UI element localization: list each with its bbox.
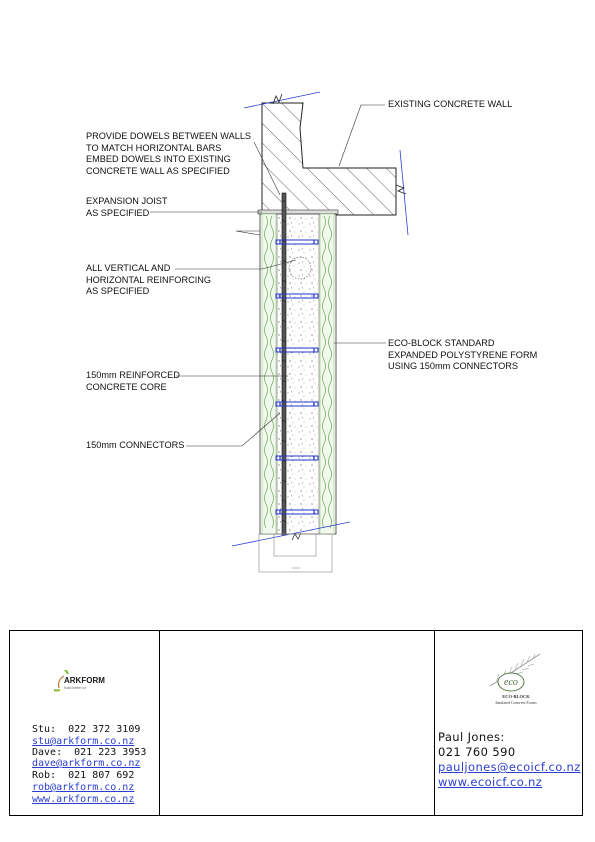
eco-block-wordmark: ECO-BLOCK (502, 694, 530, 699)
label-reinforcing: ALL VERTICAL AND HORIZONTAL REINFORCING AS SPECIFIED (86, 263, 212, 296)
contact-stu-phone: Stu: 022 372 3109 (32, 724, 141, 735)
contact-stu-email[interactable]: stu@arkform.co.nz (32, 736, 135, 747)
arkform-wordmark: ARKFORM (64, 676, 105, 685)
label-existing-wall: EXISTING CONCRETE WALL (388, 99, 513, 109)
rep-phone: 021 760 590 (438, 745, 516, 759)
foam-layer-right (320, 214, 334, 534)
rep-email[interactable]: pauljones@ecoicf.co.nz (438, 760, 581, 774)
title-block-divider (159, 631, 160, 815)
eco-block-tagline: Insulated Concrete Forms (495, 700, 537, 705)
footing-outline (259, 534, 332, 572)
label-expansion-joist: EXPANSION JOIST AS SPECIFIED (86, 196, 168, 218)
contact-arkform-website[interactable]: www.arkform.co.nz (32, 794, 135, 805)
icf-wall (260, 214, 336, 534)
expansion-joint (258, 210, 338, 214)
contact-rob-email[interactable]: rob@arkform.co.nz (32, 782, 135, 793)
contact-dave-email[interactable]: dave@arkform.co.nz (32, 758, 141, 769)
contact-rob-phone: Rob: 021 807 692 (32, 770, 135, 781)
label-dowels: PROVIDE DOWELS BETWEEN WALLS TO MATCH HORIZONTAL BARS EMBED DOWELS INTO EXISTING CONCRETE WALL AS SPECIFIED (86, 131, 252, 176)
contact-dave-phone: Dave: 021 223 3953 (32, 747, 147, 758)
rep-name: Paul Jones: (438, 730, 505, 744)
foam-layer-left (262, 214, 276, 534)
title-block-divider (434, 631, 435, 815)
arkform-tagline: build better nz (64, 686, 86, 690)
label-connectors: 150mm CONNECTORS (86, 440, 185, 450)
eco-mark: eco (504, 677, 518, 688)
label-eco-form: ECO-BLOCK STANDARD EXPANDED POLYSTYRENE FORM USING 150mm CONNECTORS (388, 338, 538, 371)
rep-website[interactable]: www.ecoicf.co.nz (438, 775, 543, 789)
label-concrete-core: 150mm REINFORCED CONCRETE CORE (86, 370, 180, 392)
